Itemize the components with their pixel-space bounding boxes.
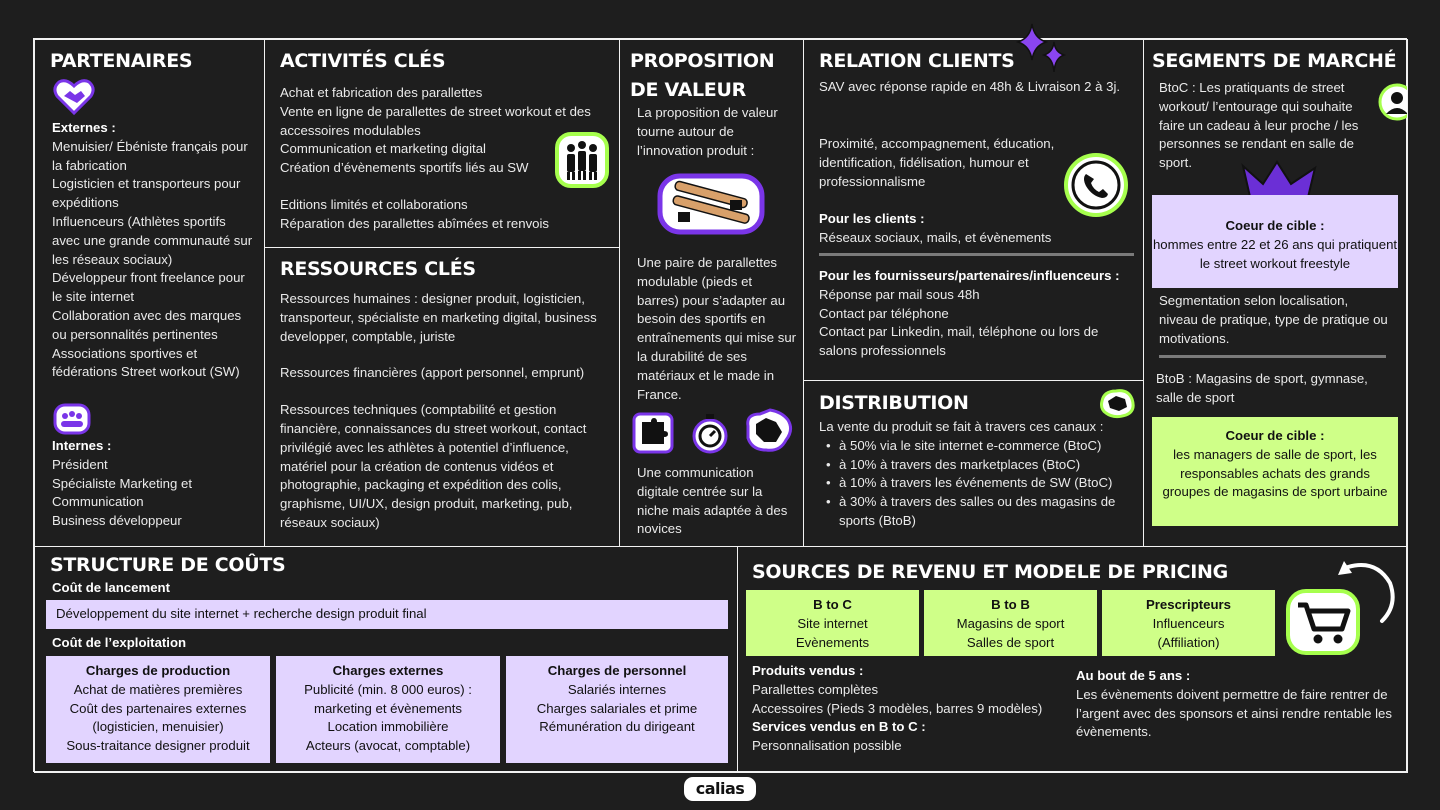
activite-item: Achat et fabrication des parallettes	[280, 85, 483, 100]
ressource-techniques: Ressources techniques (comptabilité et gestion financière, connaissances du street workout, contact privilégié avec les athlètes à potentiel d’influence, matériel pour la création de contenus vidéos et photographie, packaging et expédition des colis, graphisme, UI/UX, design produit, marketing, pub, réseaux sociaux)	[280, 402, 587, 530]
distribution-item: • à 30% à travers des salles ou des magasins de sports (BtoB)	[819, 493, 1139, 531]
lancement-label: Coût de lancement	[52, 580, 170, 595]
externes-label: Externes :	[52, 120, 116, 135]
services-label: Services vendus en B to C :	[752, 719, 926, 735]
activite-item: Vente en ligne de parallettes de street workout et des accessoires modulables	[280, 103, 591, 138]
charge-line: (logisticien, menuisier)	[92, 719, 224, 735]
externe-item: Collaboration avec des marques ou personnalités pertinentes	[52, 307, 242, 342]
segments-divider	[1159, 355, 1386, 358]
fournisseur-item: Contact par téléphone	[819, 305, 949, 321]
coeur-cible-btoc	[1152, 195, 1398, 288]
btoc-box	[746, 590, 919, 656]
coeur1-text: hommes entre 22 et 26 ans qui pratiquent le street workout freestyle	[1152, 236, 1398, 271]
charges-externes-box	[276, 656, 500, 763]
ressource-financieres: Ressources financières (apport personnel, emprunt)	[280, 365, 585, 381]
partenaires-section	[34, 39, 265, 547]
proposition-title-1: PROPOSITION	[630, 50, 775, 72]
exploitation-label: Coût de l’exploitation	[52, 635, 187, 650]
externe-item: Développeur front freelance pour le site internet	[52, 270, 245, 305]
france-map-icon	[742, 408, 796, 454]
externe-item: Influenceurs (Athlètes sportifs avec une grande communauté sur les réseaux sociaux)	[52, 213, 253, 267]
coeur2-label: Coeur de cible :	[1225, 428, 1325, 443]
distribution-section	[803, 380, 1144, 547]
segments-section	[1143, 39, 1408, 547]
relation-sav: SAV avec réponse rapide en 48h & Livraison 2 à 3j.	[819, 79, 1121, 94]
stopwatch-icon	[690, 412, 730, 454]
calias-logo	[684, 777, 756, 801]
charges-production-box	[46, 656, 270, 763]
prescripteurs-title: Prescripteurs	[1145, 597, 1232, 612]
externe-item: Associations sportives et fédérations Street workout (SW)	[52, 345, 240, 380]
bout-text: Les évènements doivent permettre de faire rentrer de l’argent avec des sponsors et ainsi rendre rentable les évènements.	[1076, 686, 1392, 740]
person-icon	[1377, 82, 1408, 122]
activites-title: ACTIVITÉS CLÉS	[280, 50, 446, 72]
revenu-line: Salles de sport	[966, 634, 1055, 650]
activite-item: Communication et marketing digital	[280, 141, 486, 157]
cart-icon	[1286, 553, 1400, 657]
charge-line: Acteurs (avocat, comptable)	[305, 738, 471, 754]
revenus-section	[737, 546, 1408, 773]
relation-section	[803, 39, 1144, 381]
sparkle-icon	[1016, 22, 1066, 74]
team-icon	[53, 403, 91, 435]
btob-box	[924, 590, 1097, 656]
charges-personnel-box	[506, 656, 728, 763]
coeur-cible-btob	[1152, 417, 1398, 526]
world-map-icon	[1098, 387, 1136, 421]
parallettes-icon	[656, 170, 766, 238]
couts-title: STRUCTURE DE COÛTS	[50, 554, 286, 576]
charges-production-title: Charges de production	[85, 663, 231, 678]
charge-line: Location immobilière	[327, 719, 449, 735]
revenus-title: SOURCES DE REVENU ET MODELE DE PRICING	[752, 561, 1228, 583]
coeur1-label: Coeur de cible :	[1225, 218, 1325, 233]
revenu-line: Site internet	[797, 615, 868, 631]
distribution-item: • à 10% à travers des marketplaces (BtoC)	[819, 456, 1139, 475]
btoc-title: B to C	[813, 597, 852, 612]
ressources-section	[264, 247, 620, 547]
charge-line: Achat de matières premières	[73, 681, 243, 697]
interne-item: Business développeur	[52, 513, 182, 529]
charges-externes-title: Charges externes	[332, 663, 444, 678]
proposition-section	[619, 39, 804, 547]
charges-personnel-title: Charges de personnel	[547, 663, 687, 678]
distribution-item: • à 50% via le site internet e-commerce (BtoC)	[819, 437, 1139, 456]
distribution-item: • à 10% à travers les événements de SW (BtoC)	[819, 474, 1139, 493]
interne-item: Spécialiste Marketing et Communication	[52, 475, 193, 510]
couts-section	[34, 546, 738, 773]
lancement-text: Développement du site internet + recherche design produit final	[56, 606, 427, 621]
revenu-line: Evènements	[795, 634, 870, 650]
charge-line: Charges salariales et prime	[536, 700, 698, 716]
segments-segmentation: Segmentation selon localisation, niveau de pratique, type de pratique ou motivations.	[1159, 293, 1388, 346]
logo-text: calias	[695, 779, 745, 798]
charge-line: Sous-traitance designer produit	[66, 738, 250, 754]
proposition-body: Une paire de parallettes modulable (pieds et barres) pour s’adapter au besoin des sportifs en entraînements qui mise sur la durabilité de ses matériaux et le made in France.	[637, 255, 797, 402]
business-model-canvas	[33, 38, 1407, 772]
segments-title: SEGMENTS DE MARCHÉ	[1152, 50, 1397, 72]
charge-line: Rémunération du dirigeant	[539, 719, 695, 735]
clients-label: Pour les clients :	[819, 211, 925, 226]
produit-item: Parallettes complètes	[752, 681, 879, 697]
produit-item: Accessoires (Pieds 3 modèles, barres 9 modèles)	[752, 700, 1043, 716]
segments-btob: BtoB : Magasins de sport, gymnase, salle de sport	[1156, 371, 1368, 405]
interne-item: Président	[52, 456, 108, 472]
bout-label: Au bout de 5 ans :	[1076, 668, 1191, 683]
revenu-line: Magasins de sport	[956, 615, 1065, 631]
produits-label: Produits vendus :	[752, 663, 864, 678]
relation-title: RELATION CLIENTS	[819, 50, 1015, 72]
externe-item: Menuisier/ Ébéniste français pour la fabrication	[52, 138, 248, 173]
proposition-title-2: DE VALEUR	[630, 78, 746, 101]
revenu-line: (Affiliation)	[1157, 634, 1220, 650]
activite-item: Editions limités et collaborations	[280, 196, 468, 212]
ressource-humaines: Ressources humaines : designer produit, logisticien, transporteur, spécialiste en marketing digital, business developper, comptable, juriste	[280, 291, 597, 344]
service-item: Personnalisation possible	[752, 738, 902, 754]
coeur2-text: les managers de salle de sport, les responsables achats des grands groupes de magasins de sport urbaine	[1162, 446, 1388, 500]
charge-line: Coût des partenaires externes	[69, 700, 247, 716]
distribution-title: DISTRIBUTION	[819, 392, 969, 414]
fournisseurs-label: Pour les fournisseurs/partenaires/influenceurs :	[819, 268, 1120, 283]
lancement-box	[46, 600, 728, 629]
btob-title: B to B	[991, 597, 1030, 612]
revenu-line: Influenceurs	[1152, 615, 1225, 631]
distribution-intro: La vente du produit se fait à travers ces canaux :	[819, 419, 1104, 434]
activite-item: Réparation des parallettes abîmées et renvois	[280, 215, 550, 231]
puzzle-icon	[632, 412, 674, 454]
clients-text: Réseaux sociaux, mails, et évènements	[819, 229, 1052, 245]
charge-line: Salariés internes	[567, 681, 667, 697]
segments-btoc: BtoC : Les pratiquants de street workout/ l’entourage qui souhaite faire un cadeau à leur proche / les personnes se rendant en salle de sport.	[1159, 80, 1359, 171]
proposition-communication: Une communication digitale centrée sur la niche mais adaptée à des novices	[637, 465, 788, 537]
activites-section	[264, 39, 620, 248]
prescripteurs-box	[1102, 590, 1275, 656]
activite-item: Création d’évènements sportifs liés au SW	[280, 160, 529, 176]
proposition-intro: La proposition de valeur tourne autour de l’innovation produit :	[637, 105, 778, 158]
phone-icon	[1060, 152, 1132, 218]
internes-label: Internes :	[52, 438, 112, 453]
fournisseur-item: Réponse par mail sous 48h	[819, 286, 980, 302]
externe-item: Logisticien et transporteurs pour expéditions	[52, 176, 241, 211]
handshake-icon	[53, 78, 95, 116]
relation-values: Proximité, accompagnement, éducation, identification, fidélisation, humour et professionnalisme	[819, 136, 1055, 189]
partenaires-title: PARTENAIRES	[50, 50, 193, 72]
charge-line: marketing et évènements	[313, 700, 463, 716]
charge-line: Publicité (min. 8 000 euros) :	[304, 681, 472, 697]
athletes-icon	[555, 132, 609, 188]
ressources-title: RESSOURCES CLÉS	[280, 258, 476, 280]
fournisseur-item: Contact par Linkedin, mail, téléphone ou lors de salons professionnels	[819, 324, 1099, 359]
relation-divider	[819, 253, 1134, 256]
